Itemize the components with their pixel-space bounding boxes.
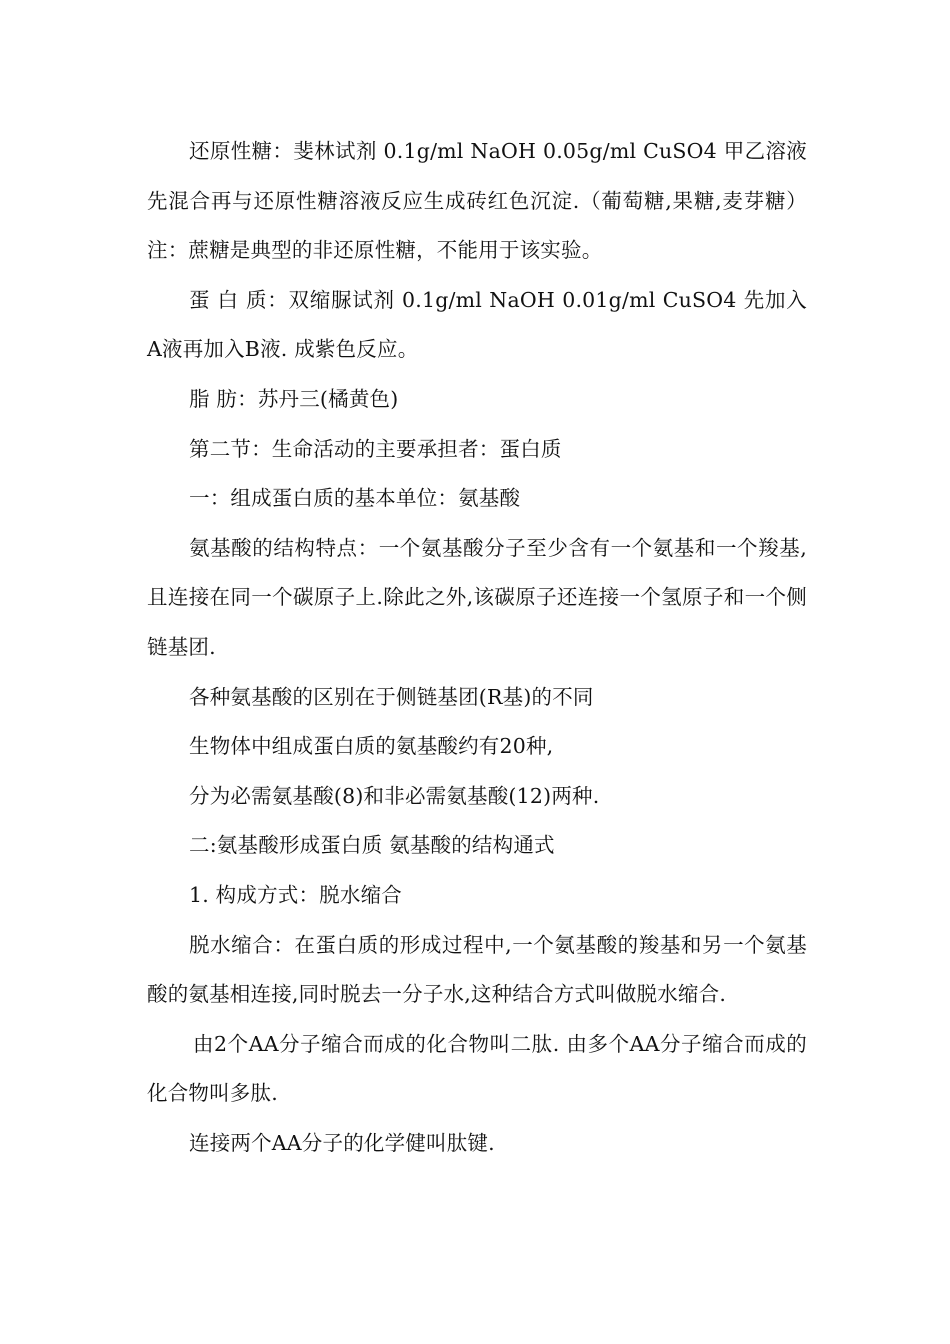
paragraph-reducing-sugar: 还原性糖：斐林试剂 0.1g/ml NaOH 0.05g/ml CuSO4 甲乙溶液先混合再与还原性糖溶液反应生成砖红色沉淀.（葡萄糖,果糖,麦芽糖）注：蔗糖是典型的非还原性糖，不能用于该实验。	[147, 139, 807, 263]
paragraph-20-kinds: 生物体中组成蛋白质的氨基酸约有20种,	[189, 734, 554, 759]
list-item-1: 1. 构成方式：脱水缩合	[189, 882, 402, 907]
paragraph-peptide-bond: 连接两个AA分子的化学健叫肽键.	[189, 1130, 495, 1155]
paragraph-protein-test: 蛋 白 质：双缩脲试剂 0.1g/ml NaOH 0.01g/ml CuSO4 先加入A液再加入B液. 成紫色反应。	[147, 287, 807, 362]
section-heading-2: 第二节：生命活动的主要承担者：蛋白质	[189, 436, 562, 461]
subsection-heading-1: 一：组成蛋白质的基本单位：氨基酸	[189, 486, 521, 511]
subsection-heading-2: 二:氨基酸形成蛋白质 氨基酸的结构通式	[189, 833, 555, 858]
paragraph-amino-acid-structure: 氨基酸的结构特点：一个氨基酸分子至少含有一个氨基和一个羧基,且连接在同一个碳原子上.除此之外,该碳原子还连接一个氢原子和一个侧链基团.	[147, 535, 807, 659]
paragraph-essential: 分为必需氨基酸(8)和非必需氨基酸(12)两种.	[189, 783, 600, 808]
document-body	[147, 127, 807, 1168]
paragraph-dehydration: 脱水缩合：在蛋白质的形成过程中,一个氨基酸的羧基和另一个氨基酸的氨基相连接,同时脱去一分子水,这种结合方式叫做脱水缩合.	[147, 932, 807, 1007]
paragraph-peptides: 由2个AA分子缩合而成的化合物叫二肽. 由多个AA分子缩合而成的化合物叫多肽.	[147, 1031, 807, 1106]
paragraph-fat-test: 脂 肪：苏丹三(橘黄色)	[189, 386, 399, 411]
paragraph-r-group: 各种氨基酸的区别在于侧链基团(R基)的不同	[189, 684, 594, 709]
